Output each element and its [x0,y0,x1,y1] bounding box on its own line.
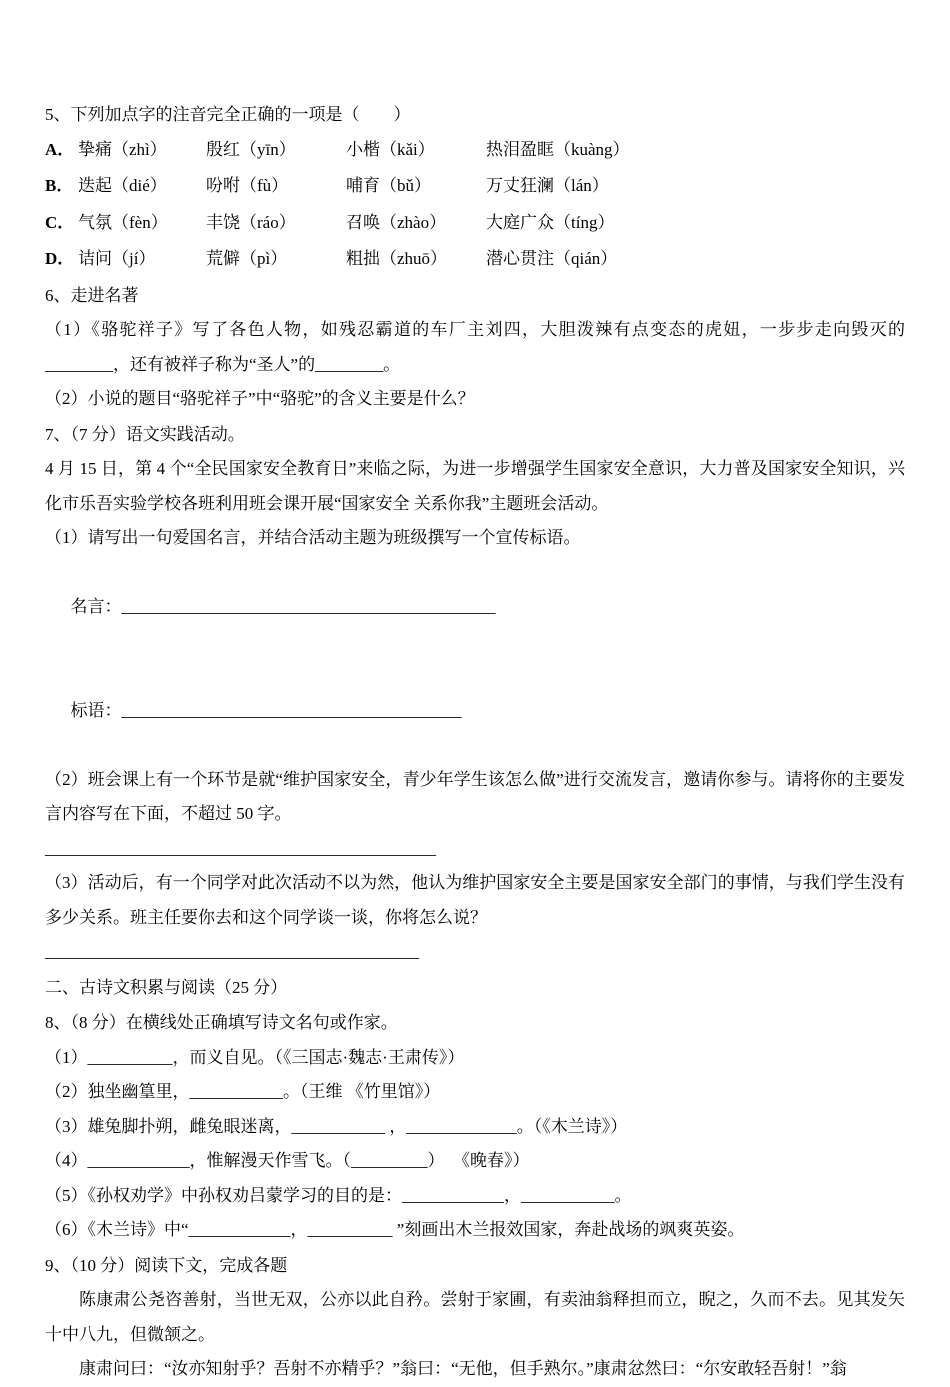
q5-option-row-a [45,133,905,168]
q7-mingyan-line [45,556,905,660]
q8-title: 8、（8 分）在横线处正确填写诗文名句或作家。 [45,1013,398,1032]
q5-option-d-word-1: 诘问（jí） [78,249,156,268]
q5-option-a-word-4: 热泪盈眶（kuàng） [486,139,630,159]
q7-biaoyu-line [45,659,905,763]
question-5 [45,98,905,277]
q7-part2: （2）班会课上有一个环节是就“维护国家安全，青少年学生该怎么做”进行交流发言，邀请你参与。请将你的主要发言内容写在下面，不超过 50 字。 [45,769,905,823]
q5-option-a-word-2: 殷红（yīn） [206,139,296,159]
q9-passage-paragraph-1: 陈康肃公尧咨善射，当世无双，公亦以此自矜。尝射于家圃，有卖油翁释担而立，睨之，久而不去。见其发矢十中八九，但微颔之。 [45,1290,905,1344]
question-8 [45,1006,905,1248]
q5-option-d-label: D． [45,249,75,268]
q5-option-d-word-4: 潜心贯注（qián） [486,249,618,268]
q5-option-a-word-1: 挚痛（zhì） [78,139,167,159]
question-9 [45,1249,905,1387]
q5-stem: 5、下列加点字的注音完全正确的一项是（ ） [45,105,411,124]
q5-option-row-c [45,206,905,241]
q8-item-6: （6）《木兰诗》中“____________，__________ ”刻画出木兰报效国家，奔赴战场的飒爽英姿。 [45,1220,745,1239]
q9-title: 9、（10 分）阅读下文，完成各题 [45,1255,288,1275]
q8-item-2: （2）独坐幽篁里，___________。（王维 《竹里馆》） [45,1082,441,1101]
q5-option-b-label: B． [45,176,74,195]
q5-option-b-word-3: 哺育（bǔ） [346,176,431,195]
q6-title: 6、走进名著 [45,285,139,305]
q7-title: 7、（7 分）语文实践活动。 [45,424,245,444]
q6-part2: （2）小说的题目“骆驼祥子”中“骆驼”的含义主要是什么？ [45,389,475,408]
q7-mingyan-blank: ____________________________________________ [121,597,496,616]
q5-option-c-word-2: 丰饶（ráo） [206,212,296,232]
q5-option-row-d [45,242,905,277]
q5-option-d-word-3: 粗拙（zhuō） [346,249,448,268]
q7-mingyan-label: 名言： [70,597,122,616]
q5-option-a-label: A． [45,139,75,159]
section-2-title: 二、古诗文积累与阅读（25 分） [45,977,288,997]
q5-option-b-word-1: 迭起（dié） [78,176,167,195]
question-7 [45,418,905,970]
q7-biaoyu-label: 标语： [70,700,122,720]
q8-item-1: （1）__________，而义自见。（《三国志·魏志·王肃传》） [45,1047,465,1067]
q5-option-c-word-4: 大庭广众（tíng） [486,212,615,232]
q7-part3: （3）活动后，有一个同学对此次活动不以为然，他认为维护国家安全主要是国家安全部门的事情，与我们学生没有多少关系。班主任要你去和这个同学谈一谈，你将怎么说？ [45,873,905,927]
q7-biaoyu-blank: ________________________________________ [121,700,462,720]
question-6 [45,279,905,417]
q5-option-c-word-1: 气氛（fèn） [78,212,168,232]
q7-intro: 4 月 15 日，第 4 个“全民国家安全教育日”来临之际，为进一步增强学生国家安全意识，大力普及国家安全知识，兴化市乐吾实验学校各班利用班会课开展“国家安全 关系你我”主题班会活动。 [45,459,905,513]
q8-item-5: （5）《孙权劝学》中孙权劝吕蒙学习的目的是：____________，___________。 [45,1185,632,1205]
q6-part1: （1）《骆驼祥子》写了各色人物，如残忍霸道的车厂主刘四，大胆泼辣有点变态的虎妞，一步步走向毁灭的________，还有被祥子称为“圣人”的________。 [45,320,905,374]
q5-option-c-label: C． [45,212,75,232]
q7-part1: （1）请写出一句爱国名言，并结合活动主题为班级撰写一个宣传标语。 [45,528,581,547]
q5-option-b-word-2: 吩咐（fù） [206,176,289,195]
q5-option-c-word-3: 召唤（zhào） [346,212,447,232]
q5-option-b-word-4: 万丈狂澜（lán） [486,176,609,195]
q5-option-a-word-3: 小楷（kǎi） [346,139,435,159]
q8-item-4: （4）____________，惟解漫天作雪飞。（_________） 《晚春》） [45,1151,530,1170]
q5-option-d-word-2: 荒僻（pì） [206,249,288,268]
q5-option-row-b [45,169,905,204]
section-2-header [45,971,905,1006]
q7-answer-blank-2: ______________________________________________ [45,838,436,858]
q8-item-3: （3）雄兔脚扑朔，雌兔眼迷离，___________ ，_____________。（《木兰诗》） [45,1116,628,1136]
q7-answer-blank-3: ____________________________________________ [45,942,419,961]
q9-passage-paragraph-2: 康肃问曰：“汝亦知射乎？吾射不亦精乎？”翁曰：“无他，但手熟尔。”康肃忿然曰：“尔安敢轻吾射！”翁 [79,1359,847,1378]
